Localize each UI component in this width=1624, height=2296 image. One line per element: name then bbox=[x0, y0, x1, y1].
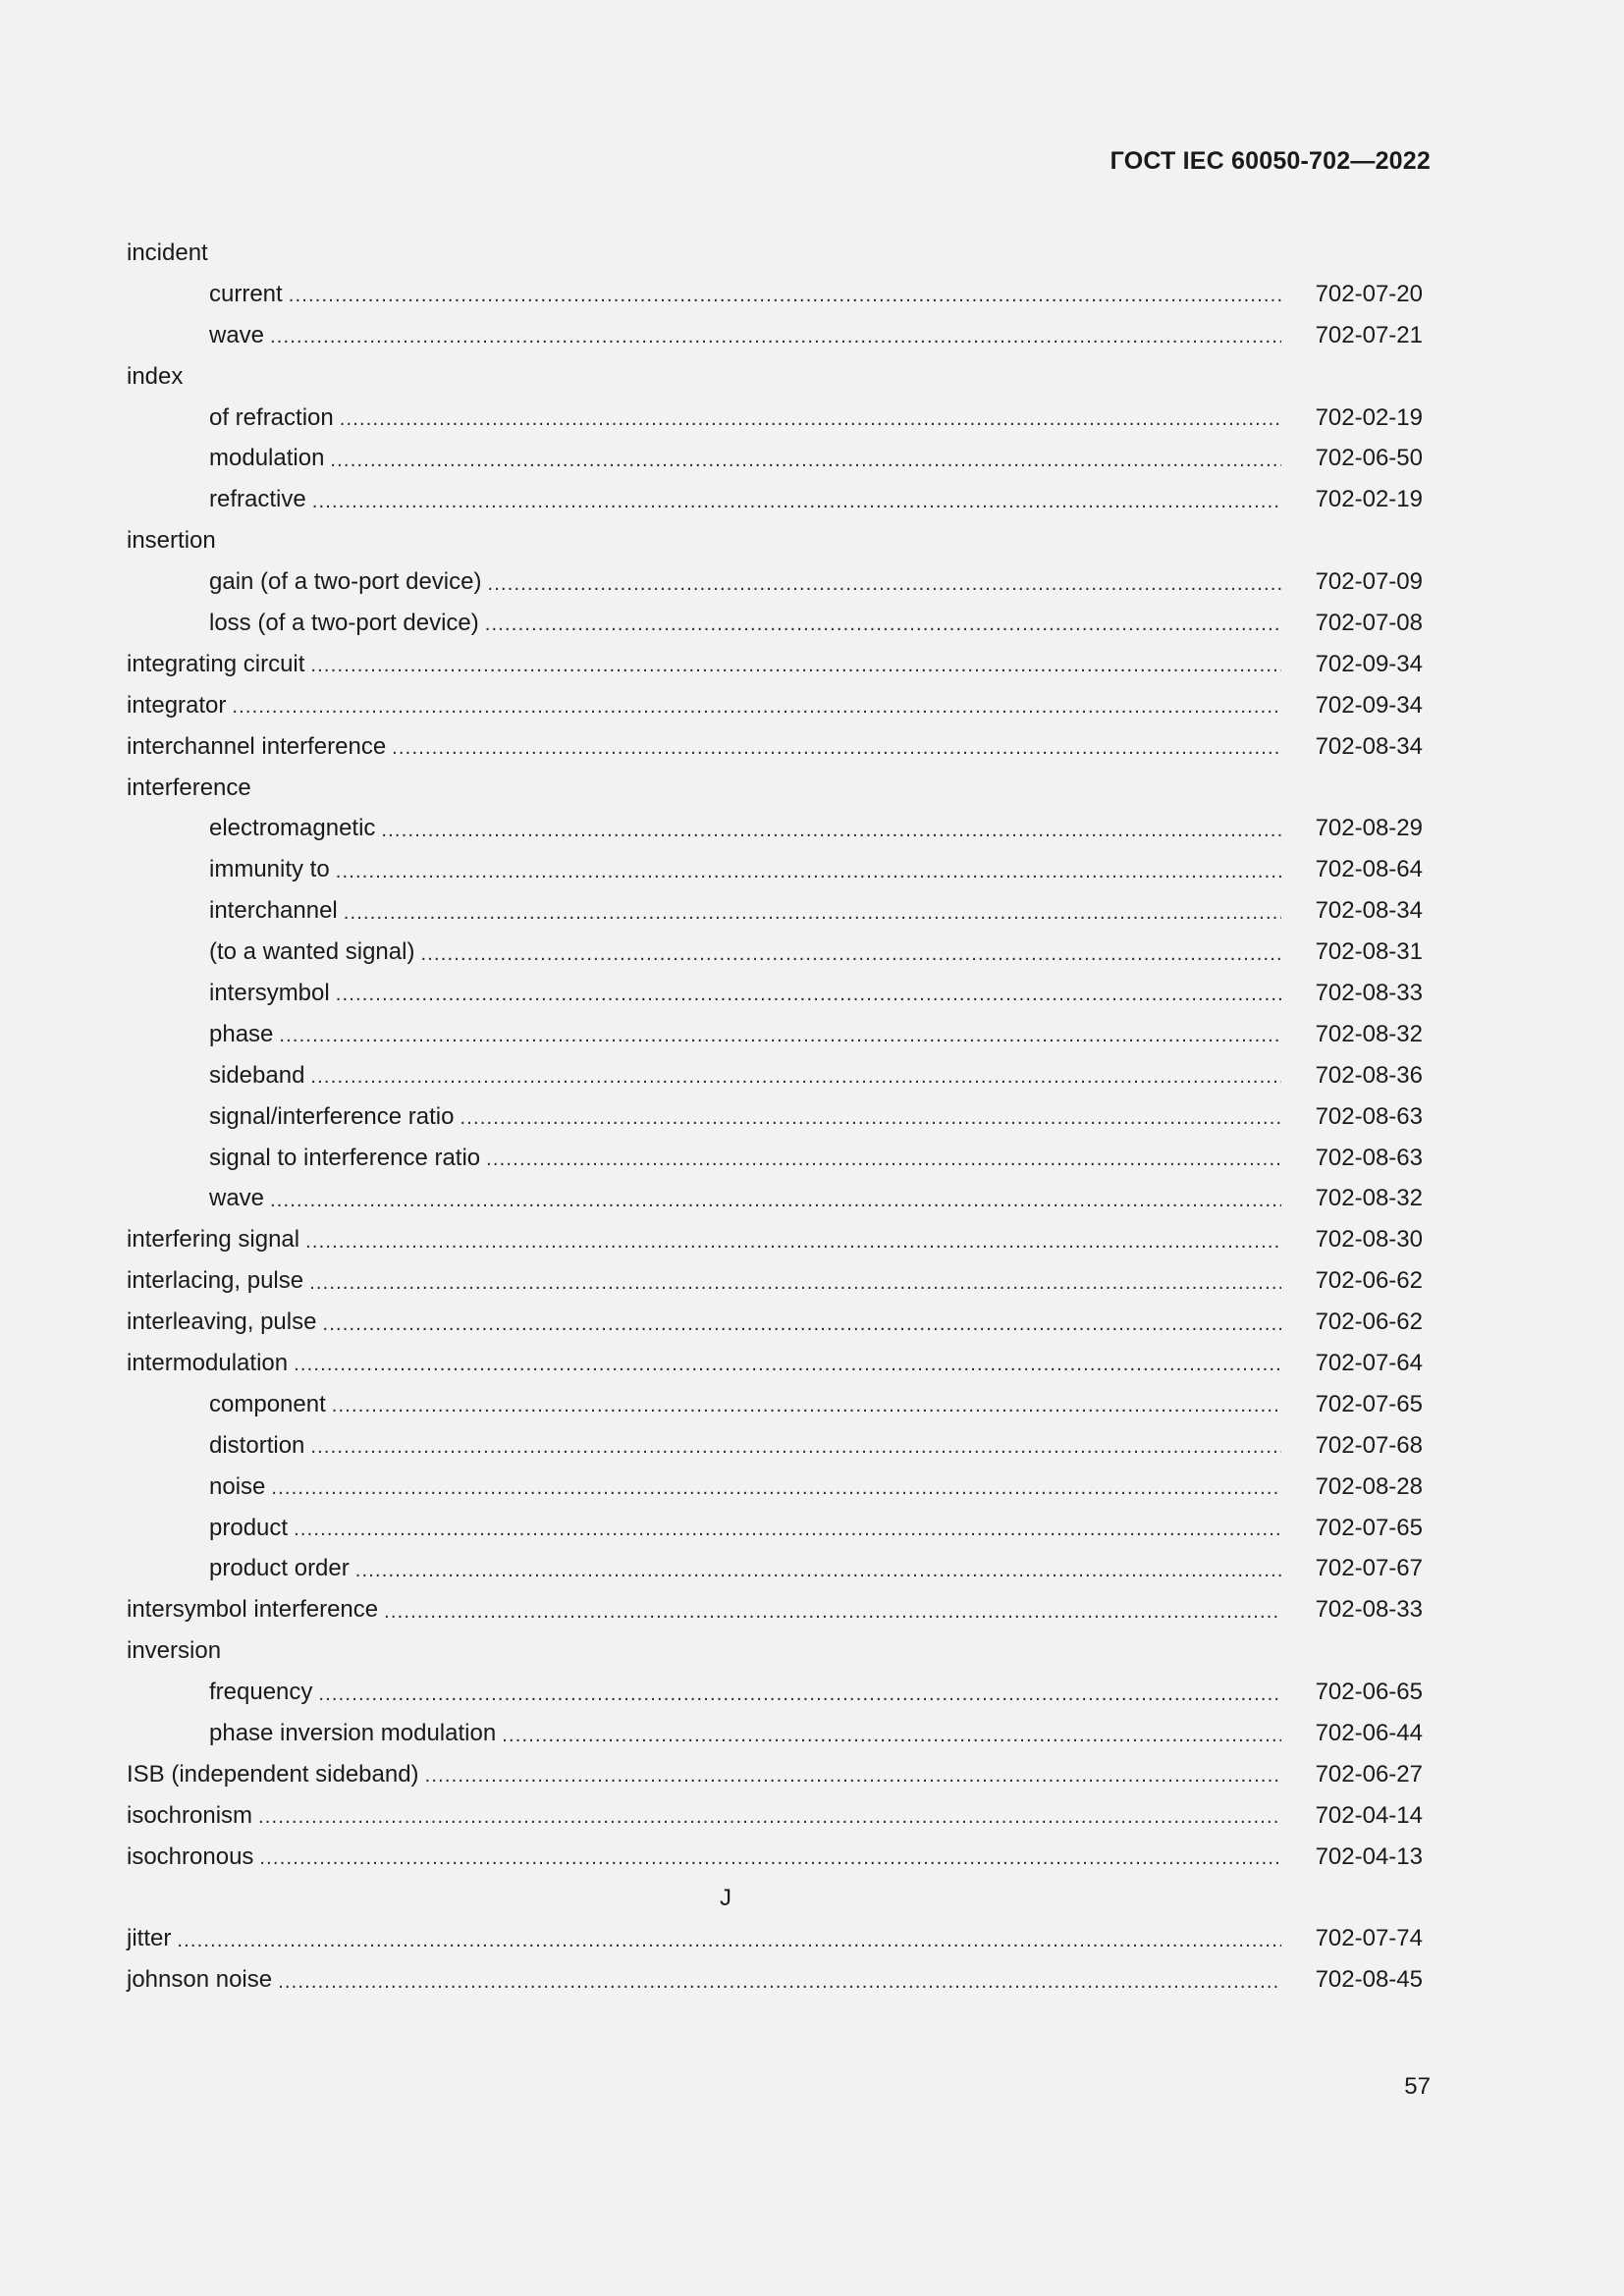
dot-leader bbox=[305, 1231, 1281, 1254]
dot-leader bbox=[384, 1601, 1281, 1624]
dot-leader bbox=[336, 984, 1281, 1006]
index-entry bbox=[127, 1754, 1423, 1795]
index-entry bbox=[127, 1589, 1423, 1630]
index-term: isochronous bbox=[127, 1842, 254, 1870]
index-entry bbox=[127, 932, 1423, 973]
index-reference-number: 702-08-45 bbox=[1315, 1966, 1423, 1994]
index-entry bbox=[127, 1219, 1423, 1260]
index-group-heading bbox=[127, 768, 1423, 809]
index-group-heading bbox=[127, 1630, 1423, 1672]
index-entry bbox=[127, 315, 1423, 356]
index-term: intermodulation bbox=[127, 1349, 289, 1376]
index-entry bbox=[127, 479, 1423, 520]
dot-leader bbox=[460, 1107, 1281, 1130]
index-entry bbox=[127, 1919, 1423, 1960]
index-term: wave bbox=[209, 321, 265, 348]
index-term: integrator bbox=[127, 691, 227, 719]
index-entry bbox=[127, 1837, 1423, 1878]
dot-leader bbox=[309, 1272, 1281, 1295]
letter-heading bbox=[127, 1878, 1423, 1919]
index-term: frequency bbox=[209, 1679, 313, 1706]
index-reference-number: 702-08-33 bbox=[1315, 1596, 1423, 1624]
dot-leader bbox=[420, 943, 1281, 966]
index-reference-number: 702-08-63 bbox=[1315, 1144, 1423, 1171]
dot-leader bbox=[330, 450, 1281, 472]
index-reference-number: 702-09-34 bbox=[1315, 650, 1423, 677]
dot-leader bbox=[294, 1354, 1281, 1376]
index-term: interleaving, pulse bbox=[127, 1308, 317, 1336]
dot-leader bbox=[340, 408, 1281, 431]
index-term: wave bbox=[209, 1185, 265, 1212]
index-reference-number: 702-08-31 bbox=[1315, 938, 1423, 966]
dot-leader bbox=[344, 902, 1281, 925]
index-reference-number: 702-06-62 bbox=[1315, 1308, 1423, 1336]
index-term: immunity to bbox=[209, 856, 330, 883]
index-reference-number: 702-07-74 bbox=[1315, 1925, 1423, 1952]
index-list bbox=[127, 233, 1423, 2001]
index-reference-number: 702-07-68 bbox=[1315, 1431, 1423, 1459]
index-reference-number: 702-06-50 bbox=[1315, 445, 1423, 472]
index-entry bbox=[127, 1055, 1423, 1096]
index-entry bbox=[127, 1425, 1423, 1467]
index-group-heading bbox=[127, 520, 1423, 561]
index-term: ISB (independent sideband) bbox=[127, 1760, 419, 1788]
index-entry bbox=[127, 1014, 1423, 1055]
index-term: component bbox=[209, 1390, 326, 1417]
dot-leader bbox=[392, 737, 1281, 760]
index-term: johnson noise bbox=[127, 1966, 273, 1994]
index-term: intersymbol interference bbox=[127, 1596, 379, 1624]
dot-leader bbox=[310, 1066, 1281, 1089]
index-term: intersymbol bbox=[209, 979, 330, 1006]
index-reference-number: 702-04-14 bbox=[1315, 1801, 1423, 1829]
index-reference-number: 702-08-36 bbox=[1315, 1061, 1423, 1089]
index-term: interlacing, pulse bbox=[127, 1267, 304, 1295]
index-reference-number: 702-08-29 bbox=[1315, 815, 1423, 842]
index-term: phase bbox=[209, 1020, 274, 1047]
index-term: (to a wanted signal) bbox=[209, 938, 415, 966]
index-reference-number: 702-07-08 bbox=[1315, 609, 1423, 636]
index-term: insertion bbox=[127, 527, 216, 555]
index-term: product order bbox=[209, 1555, 350, 1582]
index-reference-number: 702-07-21 bbox=[1315, 321, 1423, 348]
index-entry bbox=[127, 438, 1423, 479]
index-term: incident bbox=[127, 239, 208, 266]
index-term: product bbox=[209, 1514, 289, 1541]
index-term: electromagnetic bbox=[209, 815, 376, 842]
index-reference-number: 702-08-33 bbox=[1315, 979, 1423, 1006]
index-entry bbox=[127, 1178, 1423, 1219]
index-reference-number: 702-07-65 bbox=[1315, 1514, 1423, 1541]
index-entry bbox=[127, 274, 1423, 315]
index-entry bbox=[127, 1672, 1423, 1713]
dot-leader bbox=[312, 491, 1281, 513]
index-reference-number: 702-06-44 bbox=[1315, 1720, 1423, 1746]
index-term: isochronism bbox=[127, 1801, 253, 1829]
dot-leader bbox=[270, 326, 1281, 348]
index-group-heading bbox=[127, 233, 1423, 274]
index-term: refractive bbox=[209, 486, 306, 513]
index-entry bbox=[127, 1508, 1423, 1549]
index-reference-number: 702-02-19 bbox=[1315, 403, 1423, 431]
dot-leader bbox=[355, 1560, 1281, 1582]
index-reference-number: 702-07-09 bbox=[1315, 568, 1423, 596]
index-reference-number: 702-04-13 bbox=[1315, 1842, 1423, 1870]
dot-leader bbox=[310, 655, 1281, 677]
index-term: interchannel bbox=[209, 897, 338, 925]
index-reference-number: 702-08-34 bbox=[1315, 897, 1423, 925]
index-entry bbox=[127, 1343, 1423, 1384]
index-entry bbox=[127, 1302, 1423, 1343]
index-reference-number: 702-08-32 bbox=[1315, 1020, 1423, 1047]
index-term: gain (of a two-port device) bbox=[209, 568, 482, 596]
index-term: distortion bbox=[209, 1431, 305, 1459]
index-term: of refraction bbox=[209, 403, 334, 431]
index-term: signal/interference ratio bbox=[209, 1102, 455, 1130]
index-term: interference bbox=[127, 774, 251, 801]
index-term: interchannel interference bbox=[127, 732, 387, 760]
dot-leader bbox=[259, 1847, 1281, 1870]
index-entry bbox=[127, 849, 1423, 890]
dot-leader bbox=[258, 1806, 1281, 1829]
index-entry bbox=[127, 973, 1423, 1014]
index-entry bbox=[127, 1467, 1423, 1508]
index-term: signal to interference ratio bbox=[209, 1144, 481, 1171]
dot-leader bbox=[289, 285, 1281, 307]
index-reference-number: 702-08-30 bbox=[1315, 1226, 1423, 1254]
index-term: jitter bbox=[127, 1925, 172, 1952]
index-term: current bbox=[209, 280, 283, 307]
index-term: interfering signal bbox=[127, 1226, 300, 1254]
index-reference-number: 702-07-67 bbox=[1315, 1555, 1423, 1582]
index-entry bbox=[127, 644, 1423, 685]
dot-leader bbox=[270, 1190, 1281, 1212]
index-reference-number: 702-07-64 bbox=[1315, 1349, 1423, 1376]
dot-leader bbox=[381, 820, 1281, 842]
index-entry bbox=[127, 1096, 1423, 1138]
index-reference-number: 702-06-65 bbox=[1315, 1679, 1423, 1706]
dot-leader bbox=[271, 1477, 1281, 1500]
index-term: modulation bbox=[209, 445, 325, 472]
dot-leader bbox=[232, 696, 1281, 719]
index-entry bbox=[127, 890, 1423, 932]
dot-leader bbox=[177, 1930, 1281, 1952]
index-reference-number: 702-06-62 bbox=[1315, 1267, 1423, 1295]
index-entry bbox=[127, 398, 1423, 439]
dot-leader bbox=[485, 614, 1281, 636]
index-reference-number: 702-02-19 bbox=[1315, 486, 1423, 513]
dot-leader bbox=[332, 1395, 1281, 1417]
index-entry bbox=[127, 808, 1423, 849]
index-entry bbox=[127, 726, 1423, 768]
dot-leader bbox=[336, 861, 1281, 883]
index-term: phase inversion modulation bbox=[209, 1720, 497, 1746]
dot-leader bbox=[310, 1436, 1281, 1459]
dot-leader bbox=[318, 1683, 1281, 1706]
page-header-title: ГОСТ IEC 60050-702—2022 bbox=[1110, 147, 1431, 175]
index-term: integrating circuit bbox=[127, 650, 305, 677]
dot-leader bbox=[278, 1971, 1281, 1994]
index-reference-number: 702-08-63 bbox=[1315, 1102, 1423, 1130]
index-entry bbox=[127, 1959, 1423, 2001]
page-number: 57 bbox=[1404, 2073, 1431, 2100]
index-group-heading bbox=[127, 356, 1423, 398]
dot-leader bbox=[279, 1025, 1281, 1047]
index-term: loss (of a two-port device) bbox=[209, 609, 479, 636]
dot-leader bbox=[487, 573, 1281, 596]
index-entry bbox=[127, 1713, 1423, 1754]
dot-leader bbox=[425, 1765, 1281, 1788]
index-entry bbox=[127, 1384, 1423, 1425]
index-term: noise bbox=[209, 1472, 266, 1500]
index-entry bbox=[127, 1138, 1423, 1179]
index-term: index bbox=[127, 362, 184, 390]
index-term: inversion bbox=[127, 1637, 222, 1665]
index-reference-number: 702-07-20 bbox=[1315, 280, 1423, 307]
dot-leader bbox=[502, 1725, 1281, 1747]
index-entry bbox=[127, 1260, 1423, 1302]
index-term: sideband bbox=[209, 1061, 305, 1089]
index-reference-number: 702-09-34 bbox=[1315, 691, 1423, 719]
index-entry bbox=[127, 603, 1423, 644]
index-reference-number: 702-08-32 bbox=[1315, 1185, 1423, 1212]
index-entry bbox=[127, 685, 1423, 726]
index-reference-number: 702-08-28 bbox=[1315, 1472, 1423, 1500]
dot-leader bbox=[486, 1148, 1281, 1171]
dot-leader bbox=[294, 1519, 1281, 1541]
index-reference-number: 702-08-64 bbox=[1315, 856, 1423, 883]
index-term: J bbox=[720, 1884, 731, 1911]
index-entry bbox=[127, 561, 1423, 603]
dot-leader bbox=[322, 1313, 1281, 1336]
index-reference-number: 702-06-27 bbox=[1315, 1760, 1423, 1788]
index-reference-number: 702-08-34 bbox=[1315, 732, 1423, 760]
index-reference-number: 702-07-65 bbox=[1315, 1390, 1423, 1417]
index-entry bbox=[127, 1549, 1423, 1590]
index-entry bbox=[127, 1795, 1423, 1837]
